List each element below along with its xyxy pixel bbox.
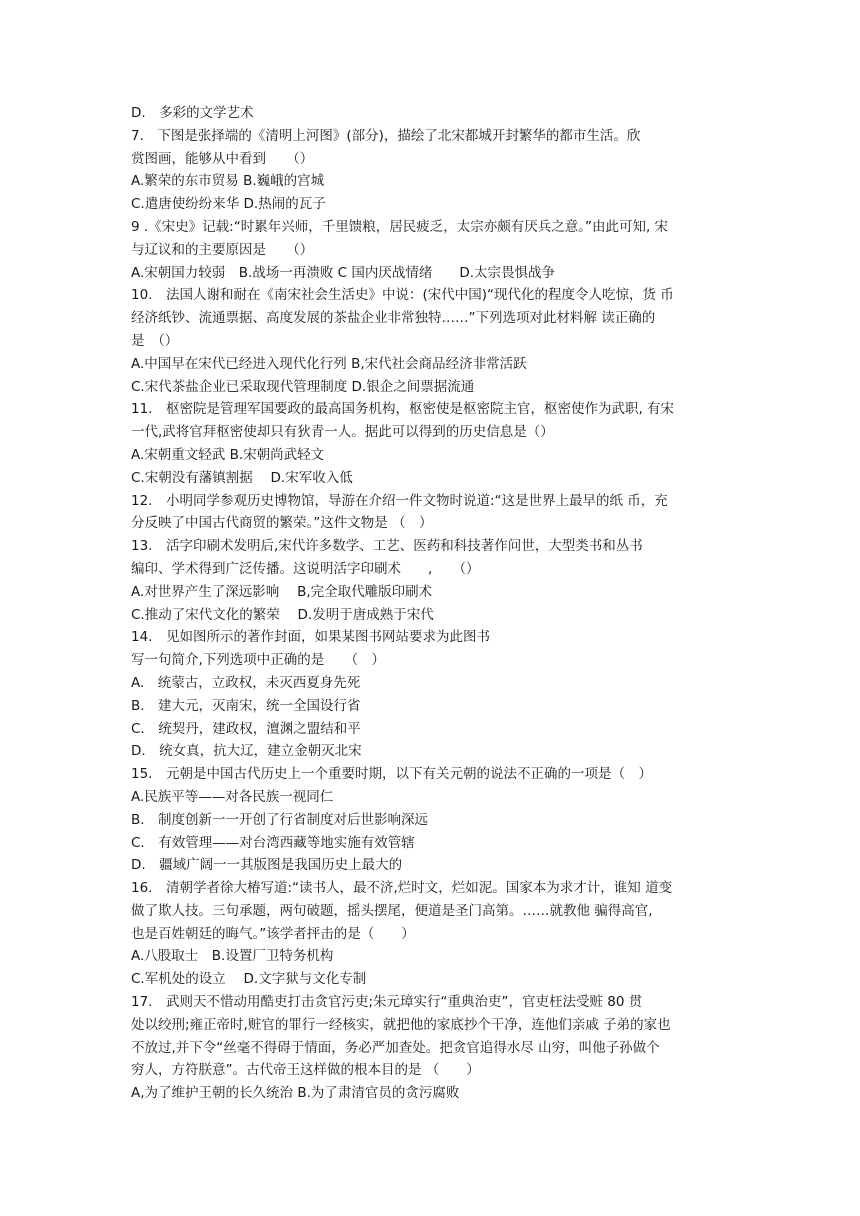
text-line: B. 制度创新一一开创了行省制度对后世影响深远 bbox=[131, 811, 429, 828]
text-line: 17. 武则天不惜动用酷吏打击贪官污吏;朱元璋实行“重典治吏”，官吏枉法受赃 80 贯 bbox=[131, 994, 643, 1011]
text-line: D. 统女真，抗大辽，建立金朝灭北宋 bbox=[131, 743, 362, 760]
text-line: B. 建大元，灭南宋，统一全国设行省 bbox=[131, 697, 361, 714]
text-line: 11. 枢密院是管理军国要政的最高国务机构，枢密使是枢密院主官，枢密使作为武职, 有宋 bbox=[131, 401, 675, 418]
text-line: A.中国早在宋代已经进入现代化行列 B,宋代社会商品经济非常活跃 bbox=[131, 355, 527, 372]
text-line: 分反映了中国古代商贸的繁荣。”这件文物是 （ ） bbox=[131, 515, 433, 532]
document-page bbox=[131, 102, 743, 1105]
text-line: 14. 见如图所示的著作封面，如果某图书网站要求为此图书 bbox=[131, 629, 490, 646]
text-line: 编印、学术得到广泛传播。这说明活字印刷术 , （） bbox=[131, 560, 480, 577]
text-line: D. 多彩的文学艺术 bbox=[131, 105, 254, 121]
text-line: D. 疆域广阔一一其版图是我国历史上最大的 bbox=[131, 857, 403, 874]
text-line: A.繁荣的东市贸易 B.巍峨的宫城 bbox=[131, 173, 325, 190]
text-line: 16. 清朝学者徐大椿写道:“读书人，最不济,烂时文，烂如泥。国家本为求才计，谁知 道变 bbox=[131, 880, 673, 897]
text-line: 赏图画，能够从中看到 （） bbox=[131, 150, 314, 167]
text-line: C.宋代茶盐企业已采取现代管理制度 D.银企之间票据流通 bbox=[131, 378, 475, 395]
text-line: 10. 法国人谢和耐在《南宋社会生活史》中说：(宋代中国)“现代化的程度令人吃惊，货 币 bbox=[131, 287, 674, 304]
text-line: 写一句简介,下列选项中正确的是 （ ） bbox=[131, 652, 386, 669]
text-line: C. 统契丹，建政权，澶渊之盟结和平 bbox=[131, 720, 361, 737]
text-line: 穷人，方符朕意”。古代帝王这样做的根本目的是 （ ） bbox=[131, 1062, 480, 1079]
text-line: A. 统蒙古，立政权，未灭西夏身先死 bbox=[131, 674, 361, 691]
text-line: 与辽议和的主要原因是 （） bbox=[131, 241, 314, 258]
text-line: A.宋朝国力较弱 B.战场一再溃败 C 国内厌战情绪 D.太宗畏惧战争 bbox=[131, 264, 556, 281]
text-line: 也是百姓朝廷的晦气。”该学者抨击的是（ ） bbox=[131, 925, 415, 942]
text-line: A.对世界产生了深远影响 B,完全取代雕版印刷术 bbox=[131, 583, 433, 600]
text-line: C.军机处的设立 D.文字狱与文化专制 bbox=[131, 971, 367, 988]
text-line: 一代,武将官拜枢密使却只有狄青一人。据此可以得到的历史信息是（） bbox=[131, 424, 554, 441]
text-line: A.宋朝重文轻武 B.宋朝尚武轻文 bbox=[131, 446, 325, 463]
text-line: 做了欺人技。三句承题，两句破题，摇头摆尾，便道是圣门高第。……就教他 骗得高官, bbox=[131, 902, 653, 919]
text-line: C.宋朝没有藩镇割据 D.宋军收入低 bbox=[131, 469, 353, 486]
text-line: 是 （） bbox=[131, 332, 179, 349]
text-line: 经济纸钞、流通票据、高度发展的茶盐企业非常独特……”下列选项对此材料解 读正确的 bbox=[131, 310, 656, 327]
text-line: 不放过,并下令“丝毫不得碍于情面，务必严加查处。把贪官追得水尽 山穷，叫他子孙做个 bbox=[131, 1039, 660, 1056]
text-line: 7. 下图是张择端的《清明上河图》(部分)，描绘了北宋都城开封繁华的都市生活。欣 bbox=[131, 127, 641, 144]
text-line: 13. 活字印刷术发明后,宋代许多数学、工艺、医药和科技著作问世，大型类书和丛书 bbox=[131, 538, 643, 555]
text-line: 12. 小明同学参观历史博物馆，导游在介绍一件文物时说道:“这是世界上最早的纸 币，充 bbox=[131, 492, 668, 509]
text-line: A.八股取士 B.设置厂卫特务机构 bbox=[131, 948, 334, 965]
text-line: 处以绞刑;雍正帝时,赃官的罪行一经核实，就把他的家底抄个干净，连他们亲戚 子弟的家也 bbox=[131, 1016, 671, 1033]
text-line: 15. 元朝是中国古代历史上一个重要时期，以下有关元朝的说法不正确的一项是（ ） bbox=[131, 766, 652, 783]
text-line: C. 有效管理——对台湾西藏等地实施有效管辖 bbox=[131, 834, 415, 851]
text-line: A,为了维护王朝的长久统治 B.为了肃清官员的贪污腐败 bbox=[131, 1085, 460, 1102]
text-line: A.民族平等——对各民族一视同仁 bbox=[131, 788, 334, 805]
text-line: C.推动了宋代文化的繁荣 D.发明于唐成熟于宋代 bbox=[131, 606, 434, 623]
text-line: 9 .《宋史》记载:“时累年兴师，千里馈粮，居民疲乏，太宗亦颇有厌兵之意。”由此可知, 宋 bbox=[131, 218, 669, 235]
text-line: C.遣唐使纷纷来华 D.热闹的瓦子 bbox=[131, 196, 326, 213]
